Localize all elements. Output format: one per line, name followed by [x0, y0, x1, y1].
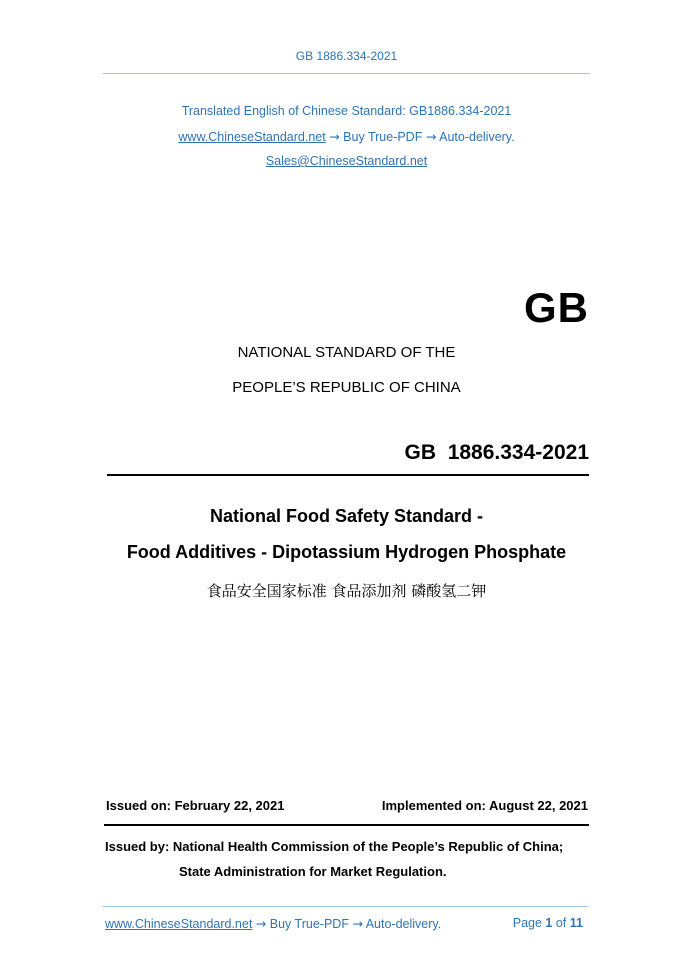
- title-chinese: 食品安全国家标准 食品添加剂 磷酸氢二钾: [206, 582, 487, 600]
- arrow-right-icon: →: [352, 916, 363, 931]
- issuer-name-1: National Health Commission of the People’s Republic of China;: [172, 839, 564, 854]
- page-number: 1: [545, 916, 553, 930]
- standard-code: GB 1886.334-2021: [404, 441, 589, 464]
- header-code: GB 1886.334-2021: [295, 49, 398, 63]
- dates-divider: [104, 824, 589, 826]
- issuer-line-1: [105, 839, 563, 854]
- page-indicator: [513, 916, 583, 930]
- implemented-date: Implemented on: August 22, 2021: [381, 798, 588, 813]
- translated-line: Translated English of Chinese Standard: GB1886.334-2021: [181, 104, 512, 118]
- auto-text: Auto-delivery.: [439, 130, 515, 144]
- header-divider: [103, 73, 590, 74]
- site-link[interactable]: www.ChineseStandard.net: [178, 130, 326, 144]
- page-label: Page: [512, 916, 542, 930]
- footer-buy-text: Buy True-PDF: [269, 917, 349, 931]
- of-label: of: [555, 916, 567, 930]
- arrow-right-icon: →: [425, 129, 437, 144]
- title-divider: [107, 474, 589, 476]
- issuer-name-2: State Administration for Market Regulation.: [179, 864, 447, 879]
- title-line-2: Food Additives - Dipotassium Hydrogen Phosphate: [126, 542, 567, 562]
- email-link[interactable]: Sales@ChineseStandard.net: [265, 154, 428, 168]
- gb-logo: GB: [524, 284, 589, 331]
- national-line-2: PEOPLE’S REPUBLIC OF CHINA: [232, 379, 461, 396]
- buy-text: Buy True-PDF: [343, 130, 423, 144]
- footer-link-line: [105, 916, 441, 931]
- email-line: [0, 154, 693, 168]
- title-line-1: National Food Safety Standard -: [209, 506, 484, 526]
- arrow-right-icon: →: [255, 916, 267, 931]
- header-link-line: [0, 129, 693, 144]
- footer-auto-text: Auto-delivery.: [365, 917, 442, 931]
- footer-site-link[interactable]: www.ChineseStandard.net: [105, 917, 253, 931]
- page-total: 11: [569, 916, 583, 930]
- arrow-right-icon: →: [329, 129, 340, 144]
- footer-divider: [103, 906, 588, 907]
- issuer-label: Issued by:: [105, 839, 170, 854]
- issued-date: Issued on: February 22, 2021: [106, 798, 285, 813]
- national-line-1: NATIONAL STANDARD OF THE: [237, 344, 456, 361]
